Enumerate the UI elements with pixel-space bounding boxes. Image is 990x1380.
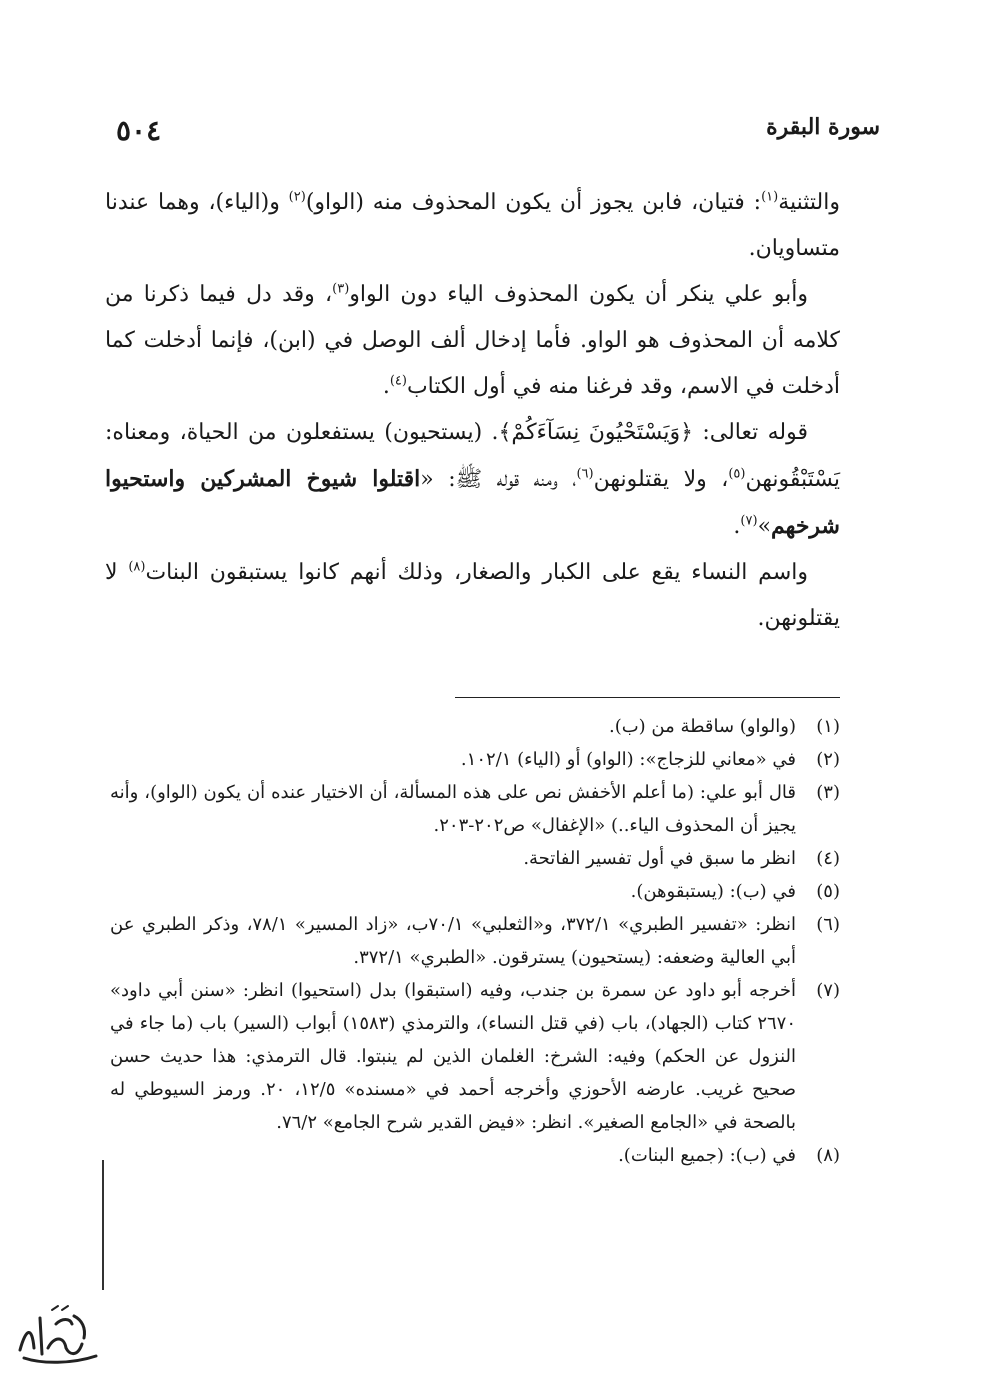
footnote-ref-6[interactable]: (٦) [576, 466, 594, 482]
footnote-text: أخرجه أبو داود عن سمرة بن جندب، وفيه (استبقوا) بدل (استحيوا) انظر: «سنن أبي داود» ٢٦٧٠ كتاب (الجهاد)، باب (في قتل النساء)، والترمذي (١٥٨٣) أبواب (السير) باب (ما جاء في النزول عن الحكم) وفيه: الشرخ: الغلمان الذين لم ينبتوا. قال الترمذي: هذا حديث حسن صحيح غريب. عارضه الأحوزي وأخرجه أحمد في «مسنده» ١٢/٥، ٢٠. ورمز السيوطي له بالصحة في «الجامع الصغير». انظر: «فيض القدير شرح الجامع» ٧٦/٢. [110, 980, 796, 1133]
footnote-text: قال أبو علي: (ما أعلم الأخفش نص على هذه المسألة، أن الاختيار عنده أن يكون (الواو)، وأنه يجيز أن المحذوف الياء..) «الإغفال» ص٢٠٢-٢٠٣. [110, 782, 796, 836]
footnote-text: في (ب): (يستبقوهن). [630, 881, 796, 902]
footnotes [110, 710, 840, 1172]
footnote-text: (والواو) ساقطة من (ب). [608, 716, 796, 737]
footnote-number: (١) [816, 716, 840, 737]
footnote-4 [110, 842, 840, 875]
calligraphy-stamp-icon [12, 1298, 102, 1370]
footnote-text: في «معاني للزجاج»: (الواو) أو (الياء) ١٠٢/١. [460, 749, 796, 770]
footnote-1 [110, 710, 840, 743]
surah-title: سورة البقرة [766, 114, 880, 140]
paragraph-1: والتثنية$^{(١)}$: فتيان، فابن يجوز أن يكون المحذوف منه (الواو)$^{(٢)}$ و(الياء)، وهما عندنا متساويان. [105, 189, 840, 261]
page-header [110, 108, 880, 152]
margin-line [102, 1160, 104, 1290]
page-number: ٥٠٤ [116, 114, 162, 147]
footnote-2 [110, 743, 840, 776]
footnote-number: (٨) [816, 1145, 840, 1166]
footnote-ref-4[interactable]: (٤) [389, 373, 407, 389]
footnote-6 [110, 908, 840, 974]
footnote-7 [110, 974, 840, 1139]
main-text [105, 180, 840, 642]
footnote-number: (٢) [816, 749, 840, 770]
footnote-ref-7[interactable]: (٧) [740, 513, 758, 529]
footnote-number: (٤) [816, 848, 840, 869]
paragraph-2: وأبو علي ينكر أن يكون المحذوف الياء دون الواو$^{(٣)}$، وقد دل فيما ذكرنا من كلامه أن المحذوف هو الواو. فأما إدخال ألف الوصل في (ابن)، فإنما أدخلت كما أدخلت في الاسم، وقد فرغنا منه في أول الكتاب$^{(٤)}$. [105, 281, 840, 399]
paragraph-4: واسم النساء يقع على الكبار والصغار، وذلك أنهم كانوا يستبقون البنات$^{(٨)}$ لا يقتلونهن. [105, 559, 840, 631]
footnote-ref-3[interactable]: (٣) [332, 281, 350, 297]
footnote-3 [110, 776, 840, 842]
footnote-number: (٧) [816, 980, 840, 1001]
footnote-text: في (ب): (جميع البنات). [618, 1145, 796, 1166]
footnote-divider [455, 697, 840, 698]
footnote-ref-2[interactable]: (٢) [288, 189, 306, 205]
footnote-5 [110, 875, 840, 908]
footnote-ref-1[interactable]: (١) [761, 189, 779, 205]
footnote-ref-5[interactable]: (٥) [728, 466, 746, 482]
footnote-text: انظر ما سبق في أول تفسير الفاتحة. [523, 848, 796, 869]
calligraphy-stamp [12, 1298, 102, 1370]
footnote-number: (٦) [816, 914, 840, 935]
footnote-8 [110, 1139, 840, 1172]
footnote-ref-8[interactable]: (٨) [128, 559, 146, 575]
paragraph-3: قوله تعالى: ﴿وَيَسْتَحْيُونَ نِسَآءَكُمْ﴾. (يستحيون) يستفعلون من الحياة، ومعناه: يَسْتَبْقُونهن$^{(٥)}$، ولا يقتلونهن$^{(٦)}$، ومنه قوله ﷺ: «اقتلوا شيوخ المشركين واستحيوا شرخهم»$^{(٧)}$. [105, 420, 840, 539]
footnote-text: انظر: «تفسير الطبري» ٣٧٢/١، و«الثعلبي» ٧٠/١ب، «زاد المسير» ٧٨/١، وذكر الطبري عن أبي العالية وضعفه: (يستحيون) يسترقون. «الطبري» ٣٧٢/١. [110, 914, 796, 968]
hadith-quote: اقتلوا شيوخ المشركين واستحيوا شرخهم [105, 466, 840, 539]
footnote-number: (٥) [816, 881, 840, 902]
footnote-number: (٣) [816, 782, 840, 803]
